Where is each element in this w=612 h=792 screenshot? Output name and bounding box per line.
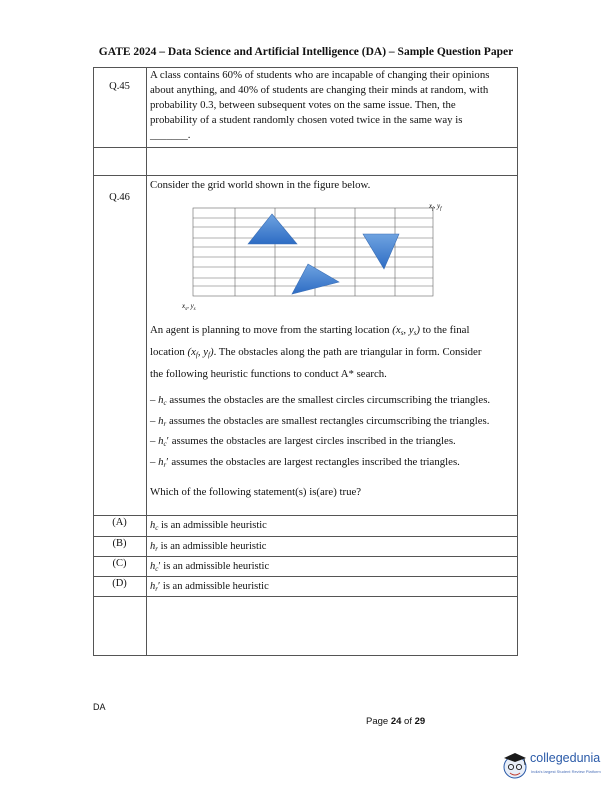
q45-number: Q.45 — [109, 81, 130, 92]
footer-subject-code: DA — [93, 702, 106, 712]
table-border-q45-bottom — [93, 147, 518, 148]
table-border-d-bottom — [93, 596, 518, 597]
q46-intro: Consider the grid world shown in the figure below. — [150, 179, 371, 191]
grid-world-figure — [150, 198, 450, 313]
option-a-label: (A) — [112, 517, 127, 528]
goal-label: $x_f$, $y_f$ — [429, 202, 442, 212]
q46-para-line-2-text-a: location — [150, 346, 188, 358]
triangle-obstacle-2 — [363, 234, 399, 269]
table-column-divider — [146, 67, 147, 656]
table-border-q46-bottom — [93, 515, 518, 516]
q46-para-line-2-text-b: . The obstacles along the path are triangular in form. Consider — [213, 346, 482, 358]
goal-coordinate: ($x_f$, $y_f$) — [187, 346, 214, 359]
start-label: $x_s$, $y_s$ — [182, 302, 196, 312]
option-b-label: (B) — [112, 538, 127, 549]
logo-tagline: India's largest Student Review Platform — [531, 769, 601, 774]
q45-text-line-3: probability 0.3, between subsequent votes on the same issue. Then, the — [150, 99, 456, 111]
table-border-c-bottom — [93, 576, 518, 577]
option-a-text: $h_c$ is an admissible heuristic — [150, 520, 267, 532]
q46-para-line-1 — [150, 323, 469, 341]
heuristic-bullet-2: – $h_r$ assumes the obstacles are smallest rectangles circumscribing the triangles. — [150, 415, 490, 428]
triangle-obstacle-3 — [292, 264, 339, 294]
q46-question: Which of the following statement(s) is(are) true? — [150, 486, 362, 498]
q45-text-line-4: probability of a student randomly chosen voted twice in the same way is — [150, 114, 463, 126]
heuristic-bullet-3: – $h_c'$ assumes the obstacles are largest circles inscribed in the triangles. — [150, 435, 456, 448]
start-coordinate: ($x_s$, $y_s$) — [392, 324, 420, 337]
option-d-label: (D) — [112, 578, 127, 589]
option-b-text: $h_r$ is an admissible heuristic — [150, 541, 267, 553]
q45-text-line-1: A class contains 60% of students who are incapable of changing their opinions — [150, 69, 490, 81]
triangle-obstacle-1 — [248, 214, 297, 244]
option-c-text: $h_c'$ is an admissible heuristic — [150, 561, 270, 573]
logo-wordmark: collegedunia — [530, 751, 601, 765]
heuristic-bullet-4: – $h_r'$ assumes the obstacles are largest rectangles inscribed the triangles. — [150, 456, 460, 469]
q45-answer-blank: _______. — [150, 129, 191, 141]
table-border-b-bottom — [93, 556, 518, 557]
heuristic-bullet-1: – $h_c$ assumes the obstacles are the smallest circles circumscribing the triangles. — [150, 394, 491, 407]
q46-para-line-1-text-a: An agent is planning to move from the starting location — [150, 324, 393, 336]
q46-para-line-3: the following heuristic functions to conduct A* search. — [150, 368, 387, 380]
table-border-bottom — [93, 655, 518, 656]
q46-para-line-1-text-b: to the final — [419, 324, 470, 336]
q45-text-line-2: about anything, and 40% of students are changing their minds at random, with — [150, 84, 489, 96]
option-d-text: $h_r'$ is an admissible heuristic — [150, 581, 269, 593]
page-header: GATE 2024 – Data Science and Artificial Intelligence (DA) – Sample Question Paper — [98, 46, 514, 58]
table-border-a-bottom — [93, 536, 518, 537]
page-number: Page 24 of 29 — [366, 716, 426, 727]
option-c-label: (C) — [112, 558, 127, 569]
table-border-blank-bottom — [93, 175, 518, 176]
q46-number: Q.46 — [109, 192, 130, 203]
q46-para-line-2 — [150, 345, 481, 363]
table-border-right — [517, 67, 518, 656]
